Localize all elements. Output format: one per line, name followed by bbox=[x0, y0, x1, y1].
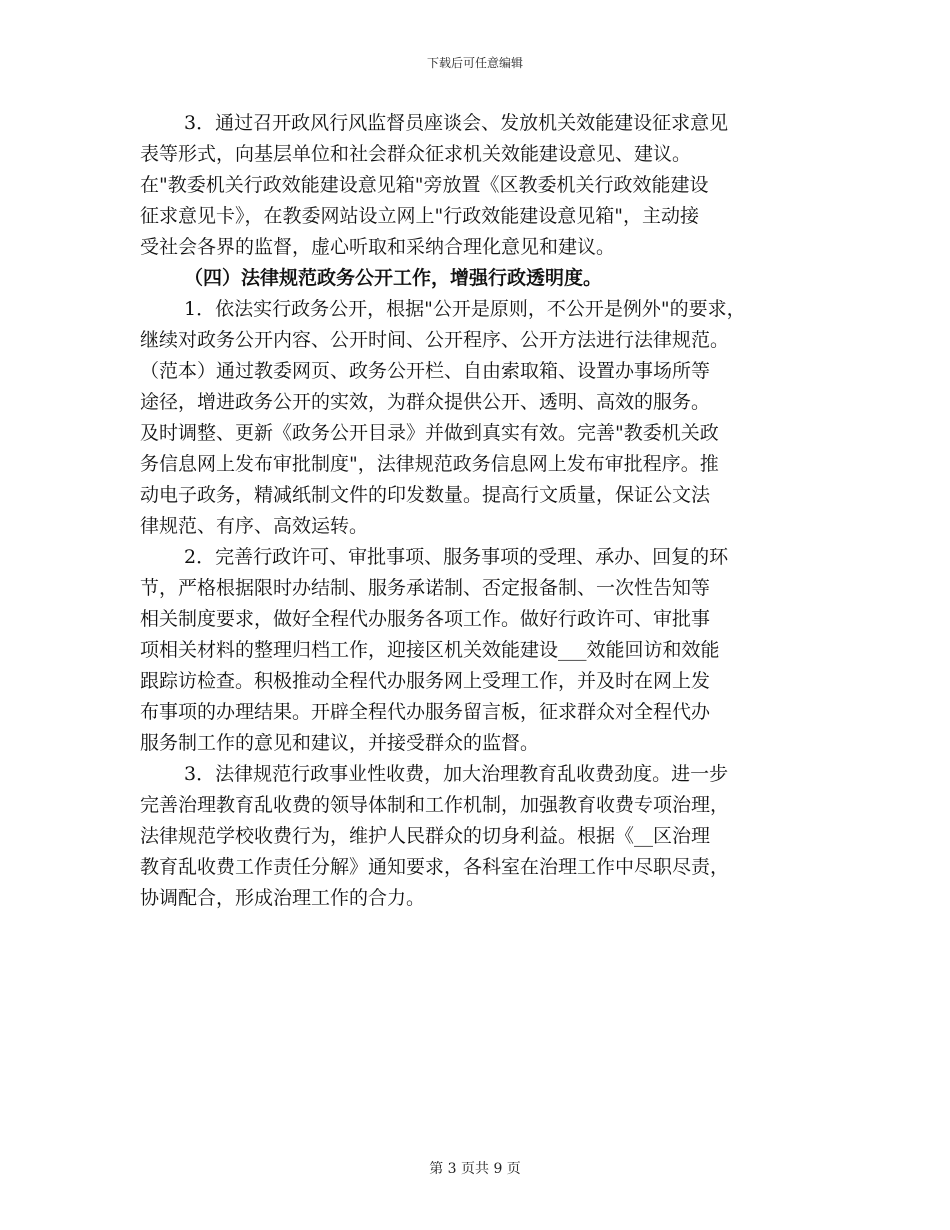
text-line: 相关制度要求，做好全程代办服务各项工作。做好行政许可、审批事 bbox=[140, 608, 711, 630]
text-line: 在"教委机关行政效能建设意见箱"旁放置《区教委机关行政效能建设 bbox=[140, 174, 709, 196]
text-line: 务信息网上发布审批制度"，法律规范政务信息网上发布审批程序。推 bbox=[140, 453, 719, 475]
section-heading-text: （四）法律规范政务公开工作，增强行政透明度。 bbox=[184, 267, 603, 289]
text-line: 及时调整、更新《政务公开目录》并做到真实有效。完善"教委机关政 bbox=[140, 422, 719, 444]
text-line: 继续对政务公开内容、公开时间、公开程序、公开方法进行法律规范。 bbox=[140, 329, 730, 351]
text-line: 律规范、有序、高效运转。 bbox=[140, 515, 369, 537]
text-line: 完善治理教育乱收费的领导体制和工作机制，加强教育收费专项治理， bbox=[140, 794, 730, 816]
text-line: 节，严格根据限时办结制、服务承诺制、否定报备制、一次性告知等 bbox=[140, 577, 711, 599]
text-line: 3．法律规范行政事业性收费，加大治理教育乱收费劲度。进一步 bbox=[184, 763, 729, 785]
text-line: 1．依法实行政务公开，根据"公开是原则，不公开是例外"的要求， bbox=[184, 298, 746, 320]
text-line: 2．完善行政许可、审批事项、服务事项的受理、承办、回复的环 bbox=[184, 546, 729, 568]
text-line: 3．通过召开政风行风监督员座谈会、发放机关效能建设征求意见 bbox=[184, 112, 729, 134]
text-line: 法律规范学校收费行为，维护人民群众的切身利益。根据《__区治理 bbox=[140, 825, 711, 847]
section-heading bbox=[140, 263, 820, 294]
text-line: 受社会各界的监督，虚心听取和采纳合理化意见和建议。 bbox=[140, 236, 616, 258]
text-line: 服务制工作的意见和建议，并接受群众的监督。 bbox=[140, 732, 540, 754]
paragraph-item-3-fees bbox=[140, 759, 820, 914]
text-line: 协调配合，形成治理工作的合力。 bbox=[140, 887, 426, 909]
text-line: 布事项的办理结果。开辟全程代办服务留言板，征求群众对全程代办 bbox=[140, 701, 711, 723]
page-header: 下载后可任意编辑 bbox=[426, 56, 523, 70]
text-line: 教育乱收费工作责任分解》通知要求，各科室在治理工作中尽职尽责， bbox=[140, 856, 730, 878]
document-body bbox=[140, 108, 820, 914]
paragraph-item-1-disclosure bbox=[140, 294, 820, 542]
page-footer: 第 3 页共 9 页 bbox=[429, 1161, 521, 1177]
text-line: 征求意见卡》，在教委网站设立网上"行政效能建设意见箱"，主动接 bbox=[140, 205, 699, 227]
text-line: 途径，增进政务公开的实效，为群众提供公开、透明、高效的服务。 bbox=[140, 391, 711, 413]
text-line: 项相关材料的整理归档工作，迎接区机关效能建设___效能回访和效能 bbox=[140, 639, 720, 661]
text-line: 动电子政务，精减纸制文件的印发数量。提高行文质量，保证公文法 bbox=[140, 484, 711, 506]
paragraph-item-2-licensing bbox=[140, 542, 820, 759]
text-line: 跟踪访检查。积极推动全程代办服务网上受理工作，并及时在网上发 bbox=[140, 670, 711, 692]
paragraph-item-3-feedback bbox=[140, 108, 820, 263]
text-line: （范本）通过教委网页、政务公开栏、自由索取箱、设置办事场所等 bbox=[140, 360, 711, 382]
text-line: 表等形式，向基层单位和社会群众征求机关效能建设意见、建议。 bbox=[140, 143, 692, 165]
